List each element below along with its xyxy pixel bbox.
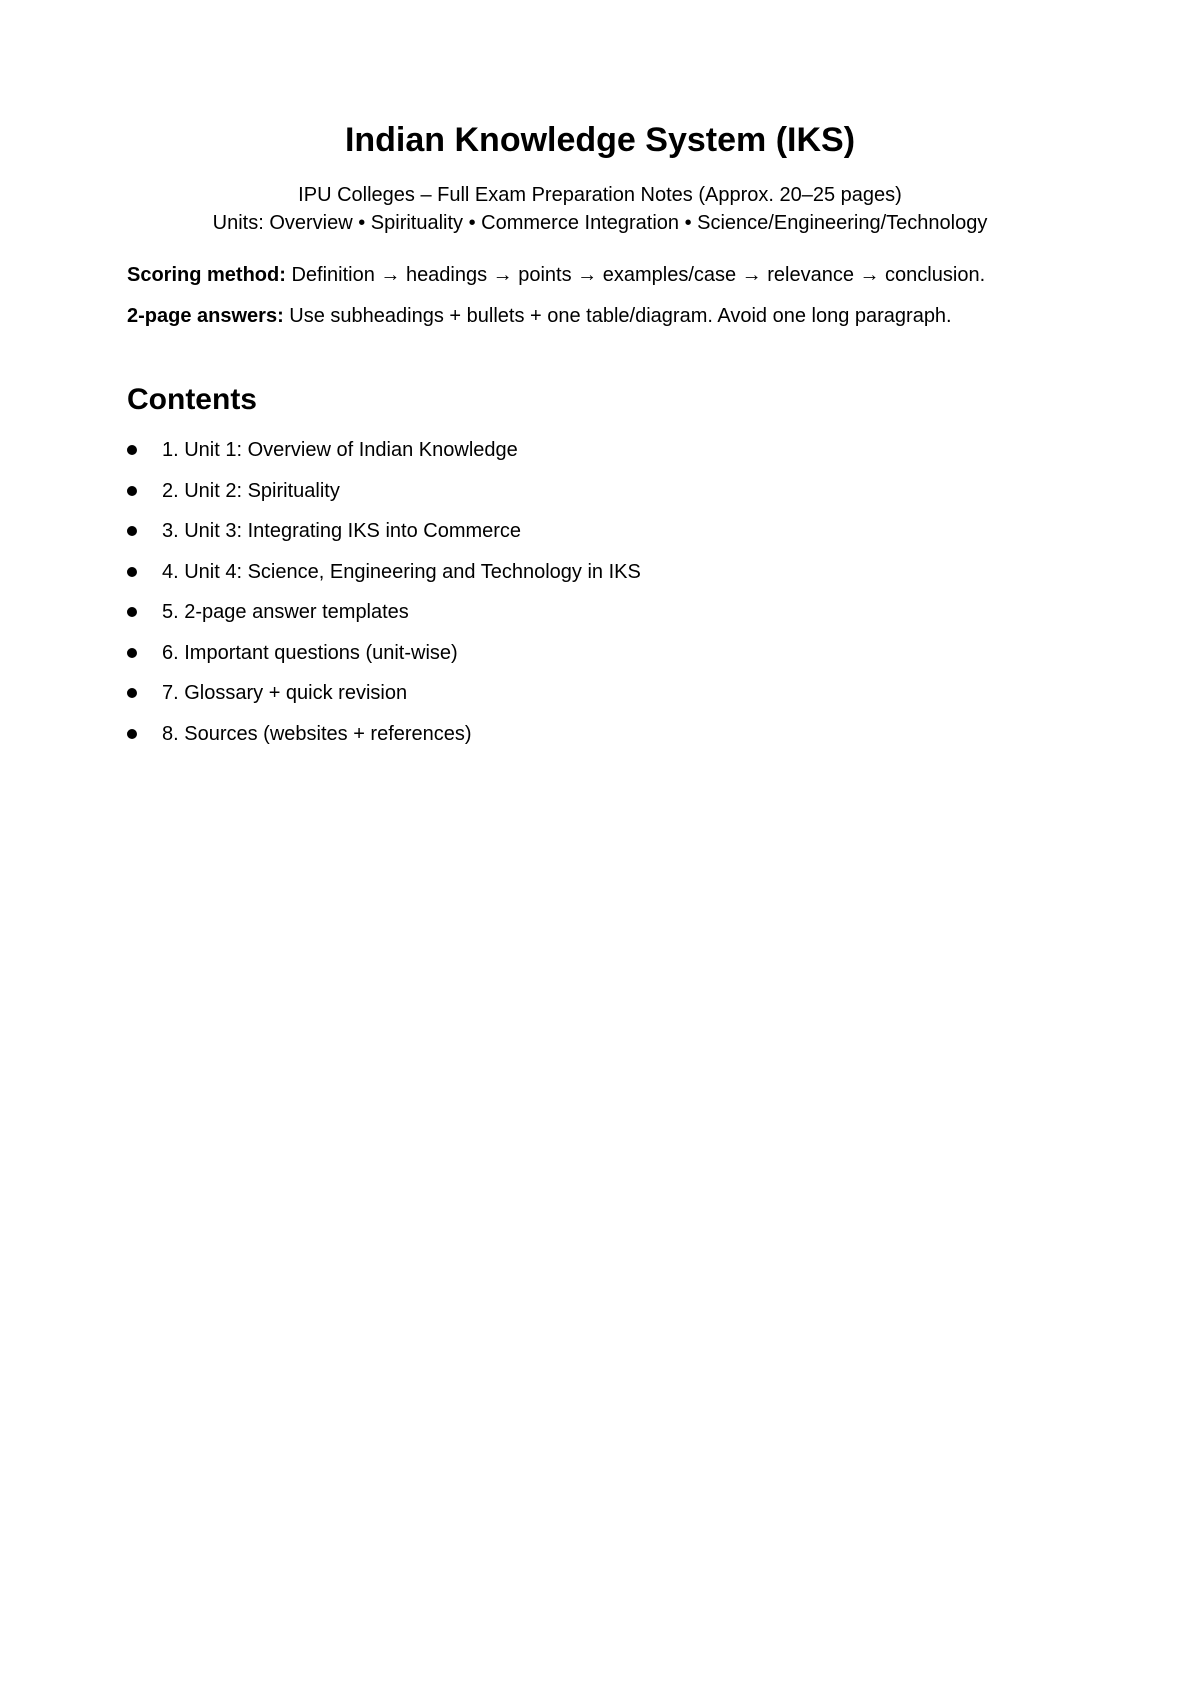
- two-page-answers-text: Use subheadings + bullets + one table/diagram. Avoid one long paragraph.: [283, 305, 952, 327]
- contents-item: [127, 680, 641, 721]
- two-page-answers-label: 2-page answers:: [127, 305, 284, 327]
- document-title: Indian Knowledge System (IKS): [344, 121, 856, 159]
- subtitle-line-2: Units: Overview • Spirituality • Commerce Integration • Science/Engineering/Technology: [212, 212, 988, 234]
- contents-item: [127, 478, 641, 519]
- contents-item-label: 4. Unit 4: Science, Engineering and Technology in IKS: [162, 560, 641, 583]
- subtitle-line-1: IPU Colleges – Full Exam Preparation Notes (Approx. 20–25 pages): [298, 184, 902, 206]
- contents-item-label: 5. 2-page answer templates: [162, 601, 409, 623]
- bullet-icon: [127, 607, 137, 617]
- contents-item: [127, 599, 641, 640]
- contents-item-label: 1. Unit 1: Overview of Indian Knowledge: [162, 439, 518, 461]
- bullet-icon: [127, 526, 137, 536]
- contents-item-label: 8. Sources (websites + references): [162, 722, 472, 745]
- contents-heading: Contents: [127, 383, 257, 416]
- contents-item: [127, 559, 641, 600]
- scoring-method-note: [127, 262, 985, 288]
- bullet-icon: [127, 729, 137, 739]
- contents-item-label: 2. Unit 2: Spirituality: [162, 479, 340, 502]
- contents-item-label: 3. Unit 3: Integrating IKS into Commerce: [162, 520, 522, 542]
- bullet-icon: [127, 648, 137, 658]
- scoring-method-text: Definition → headings → points → examples/case → relevance → conclusion.: [285, 264, 986, 286]
- two-page-answers-note: [127, 303, 952, 329]
- contents-item-label: 7. Glossary + quick revision: [162, 682, 408, 704]
- bullet-icon: [127, 688, 137, 698]
- contents-item: [127, 518, 641, 559]
- bullet-icon: [127, 486, 137, 496]
- bullet-icon: [127, 567, 137, 577]
- scoring-method-label: Scoring method:: [127, 264, 286, 286]
- contents-item-label: 6. Important questions (unit-wise): [162, 641, 458, 664]
- contents-item: [127, 437, 641, 478]
- contents-item: [127, 721, 641, 762]
- bullet-icon: [127, 445, 137, 455]
- contents-list: [127, 437, 641, 761]
- contents-item: [127, 640, 641, 681]
